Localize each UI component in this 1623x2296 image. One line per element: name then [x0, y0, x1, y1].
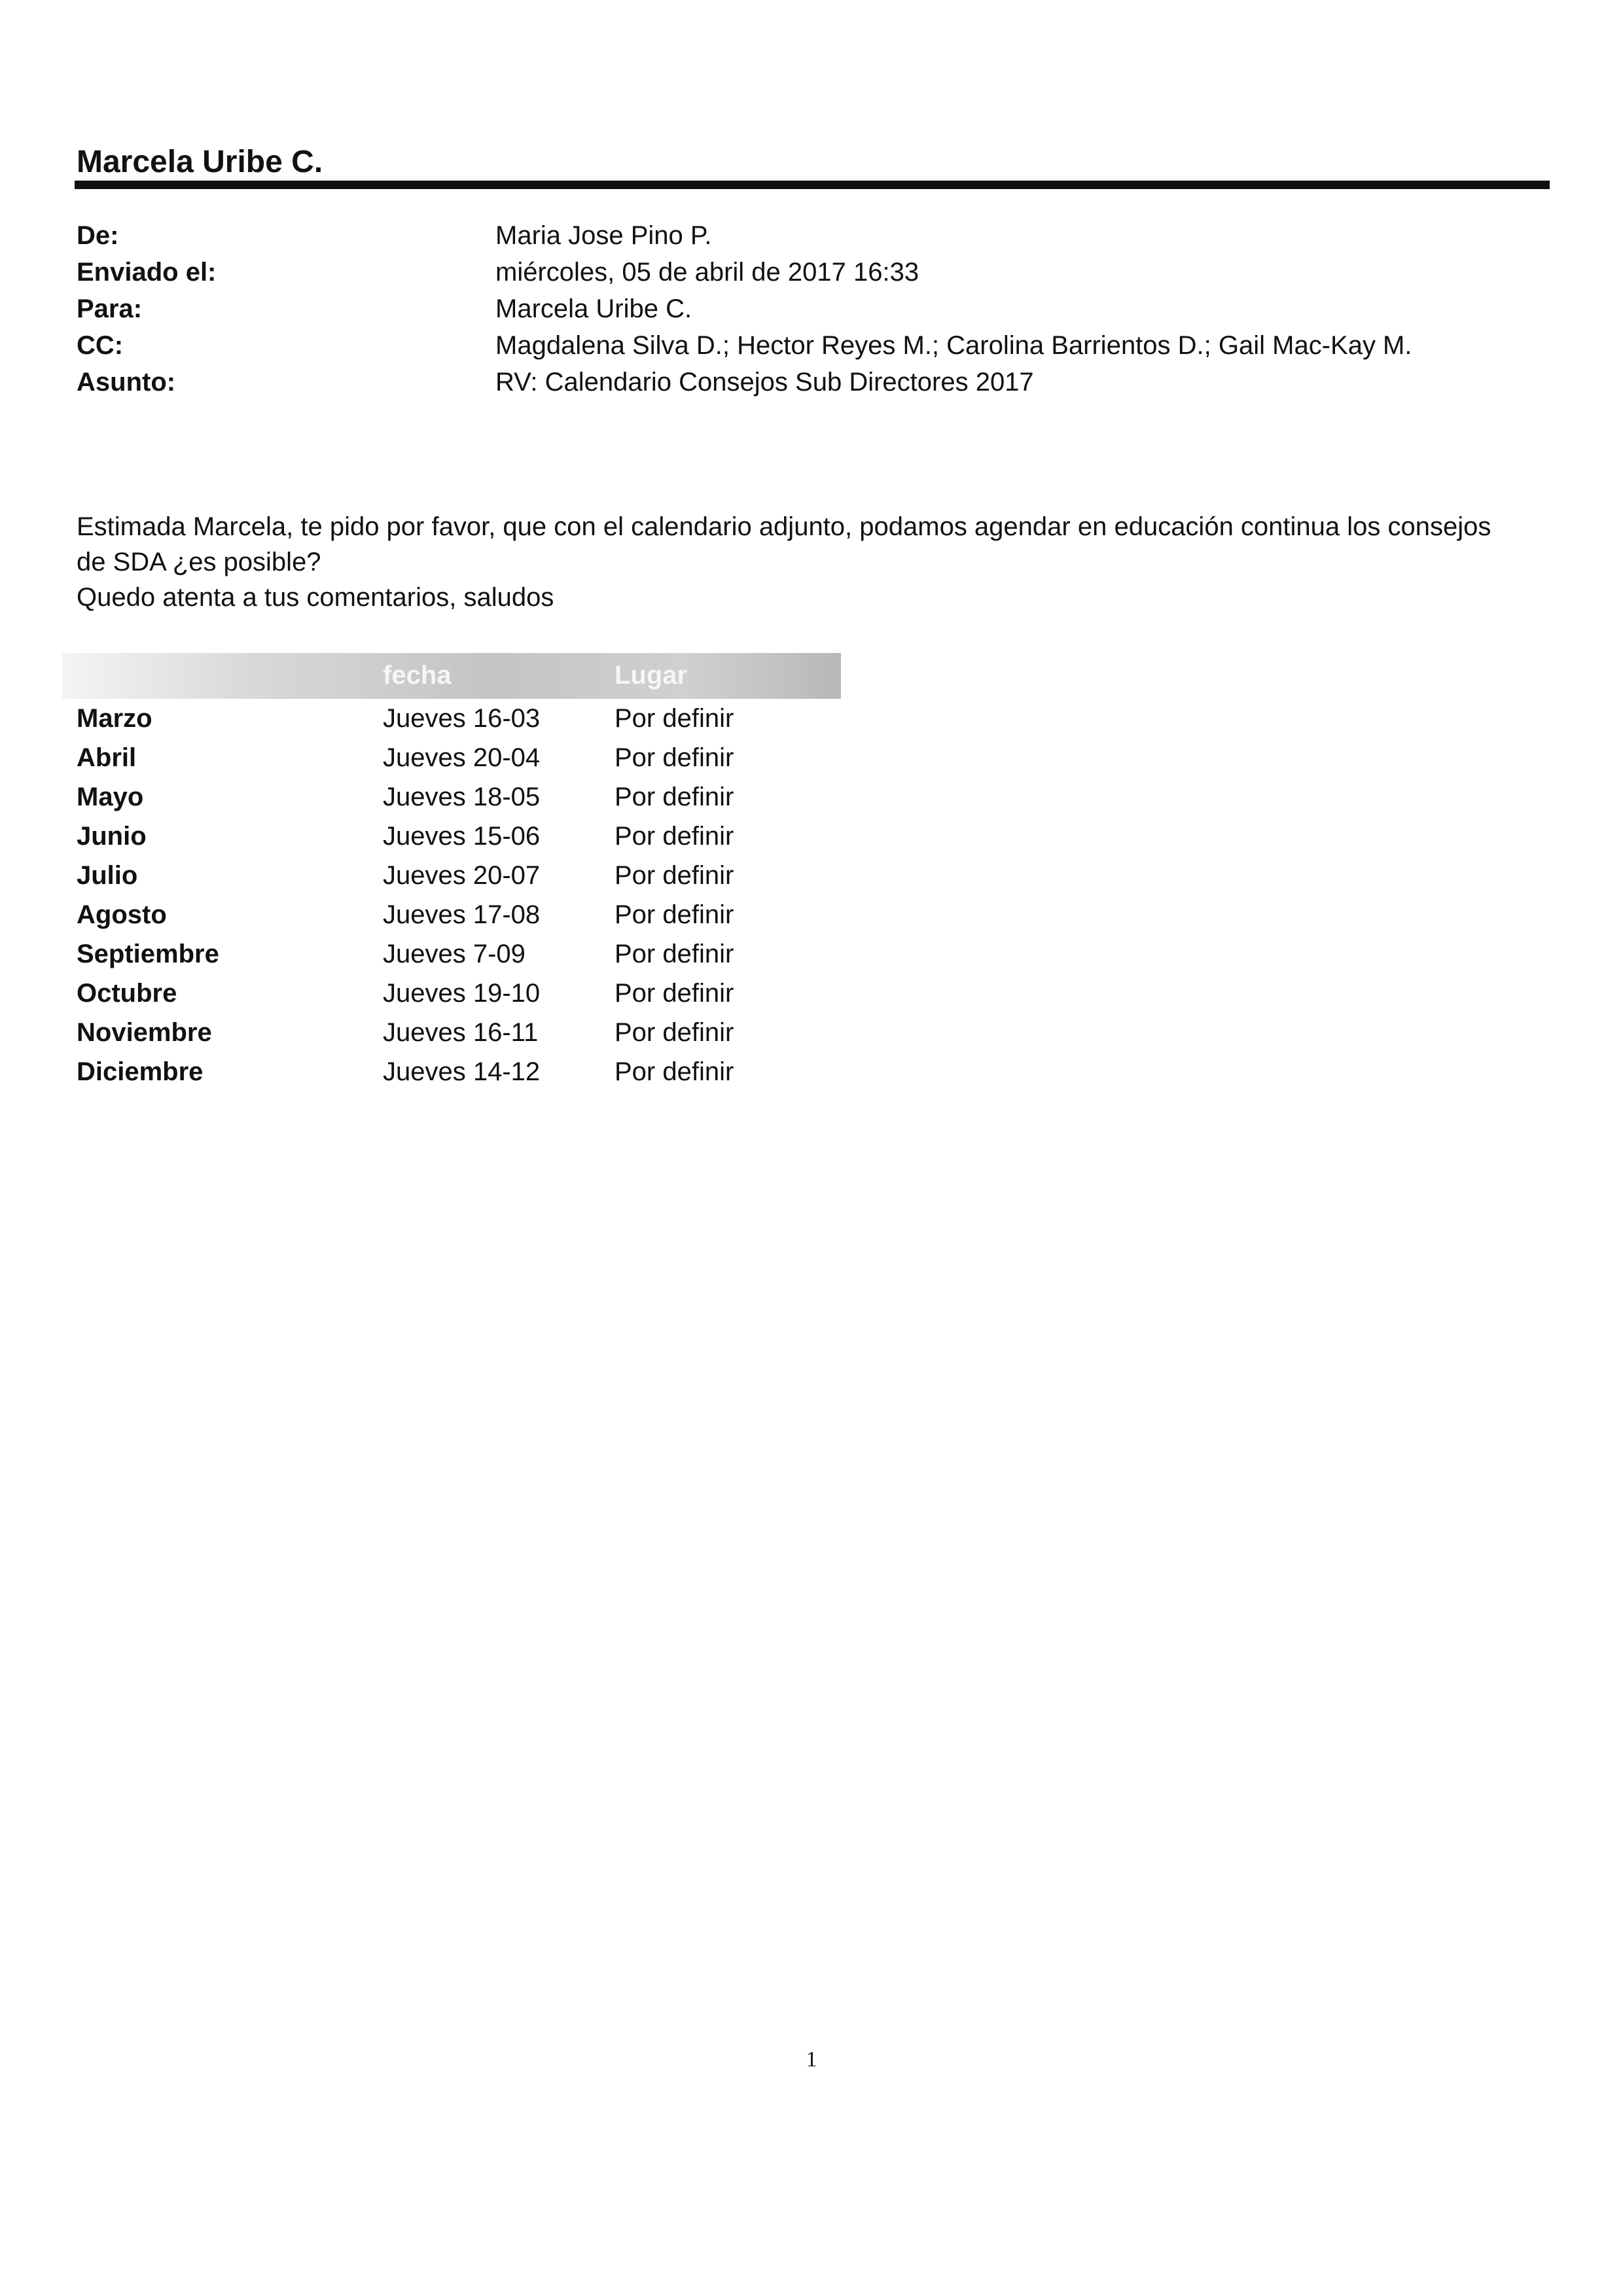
table-row	[62, 777, 841, 817]
sent-label: Enviado el:	[77, 258, 217, 287]
place-cell: Por definir	[615, 900, 734, 929]
subject-label: Asunto:	[77, 368, 176, 397]
date-cell: Jueves 14-12	[383, 1057, 541, 1086]
message-paragraph: Estimada Marcela, te pido por favor, que con el calendario adjunto, podamos agendar en educación continua los consejos de SDA ¿es posible?	[77, 512, 1491, 576]
date-cell: Jueves 20-04	[383, 743, 541, 772]
cc-label: CC:	[77, 331, 124, 360]
date-cell: Jueves 19-10	[383, 979, 541, 1008]
page-title: Marcela Uribe C.	[77, 145, 323, 179]
page-number: 1	[806, 2047, 817, 2072]
from-value: Maria Jose Pino P.	[495, 221, 712, 250]
message-closing: Quedo atenta a tus comentarios, saludos	[77, 583, 554, 612]
date-cell: Jueves 16-03	[383, 704, 541, 733]
table-row	[62, 1013, 841, 1052]
month-cell: Octubre	[77, 979, 177, 1008]
month-cell: Mayo	[77, 783, 144, 811]
month-cell: Marzo	[77, 704, 152, 733]
month-cell: Septiembre	[77, 940, 219, 968]
month-cell: Abril	[77, 743, 137, 772]
cc-value: Magdalena Silva D.; Hector Reyes M.; Carolina Barrientos D.; Gail Mac-Kay M.	[495, 331, 1412, 360]
table-row	[62, 934, 841, 974]
header-place: Lugar	[615, 661, 688, 690]
header-row-cc	[77, 327, 1516, 364]
date-cell: Jueves 16-11	[383, 1018, 539, 1047]
to-value: Marcela Uribe C.	[495, 294, 692, 323]
place-cell: Por definir	[615, 979, 734, 1008]
table-row	[62, 974, 841, 1013]
table-row	[62, 738, 841, 777]
table-row	[62, 1052, 841, 1091]
month-cell: Julio	[77, 861, 138, 890]
month-cell: Noviembre	[77, 1018, 212, 1047]
table-row	[62, 856, 841, 895]
month-cell: Agosto	[77, 900, 167, 929]
month-cell: Junio	[77, 822, 147, 851]
place-cell: Por definir	[615, 861, 734, 890]
from-label: De:	[77, 221, 119, 250]
date-cell: Jueves 17-08	[383, 900, 541, 929]
header-row-from	[77, 217, 1516, 254]
place-cell: Por definir	[615, 704, 734, 733]
header-row-subject	[77, 364, 1516, 400]
month-cell: Diciembre	[77, 1057, 204, 1086]
date-cell: Jueves 15-06	[383, 822, 541, 851]
place-cell: Por definir	[615, 743, 734, 772]
header-row-sent	[77, 254, 1516, 291]
place-cell: Por definir	[615, 940, 734, 968]
schedule-header-row	[62, 653, 841, 699]
place-cell: Por definir	[615, 783, 734, 811]
header-date: fecha	[383, 661, 452, 690]
subject-value: RV: Calendario Consejos Sub Directores 2017	[495, 368, 1034, 397]
to-label: Para:	[77, 294, 143, 323]
schedule-table	[62, 653, 841, 1091]
place-cell: Por definir	[615, 1018, 734, 1047]
table-row	[62, 699, 841, 738]
place-cell: Por definir	[615, 822, 734, 851]
table-row	[62, 895, 841, 934]
title-divider	[75, 181, 1550, 189]
place-cell: Por definir	[615, 1057, 734, 1086]
sent-value: miércoles, 05 de abril de 2017 16:33	[495, 258, 919, 287]
header-row-to	[77, 291, 1516, 327]
date-cell: Jueves 7-09	[383, 940, 526, 968]
table-row	[62, 817, 841, 856]
date-cell: Jueves 18-05	[383, 783, 541, 811]
message-body	[77, 509, 1503, 615]
date-cell: Jueves 20-07	[383, 861, 541, 890]
email-header	[77, 217, 1516, 400]
